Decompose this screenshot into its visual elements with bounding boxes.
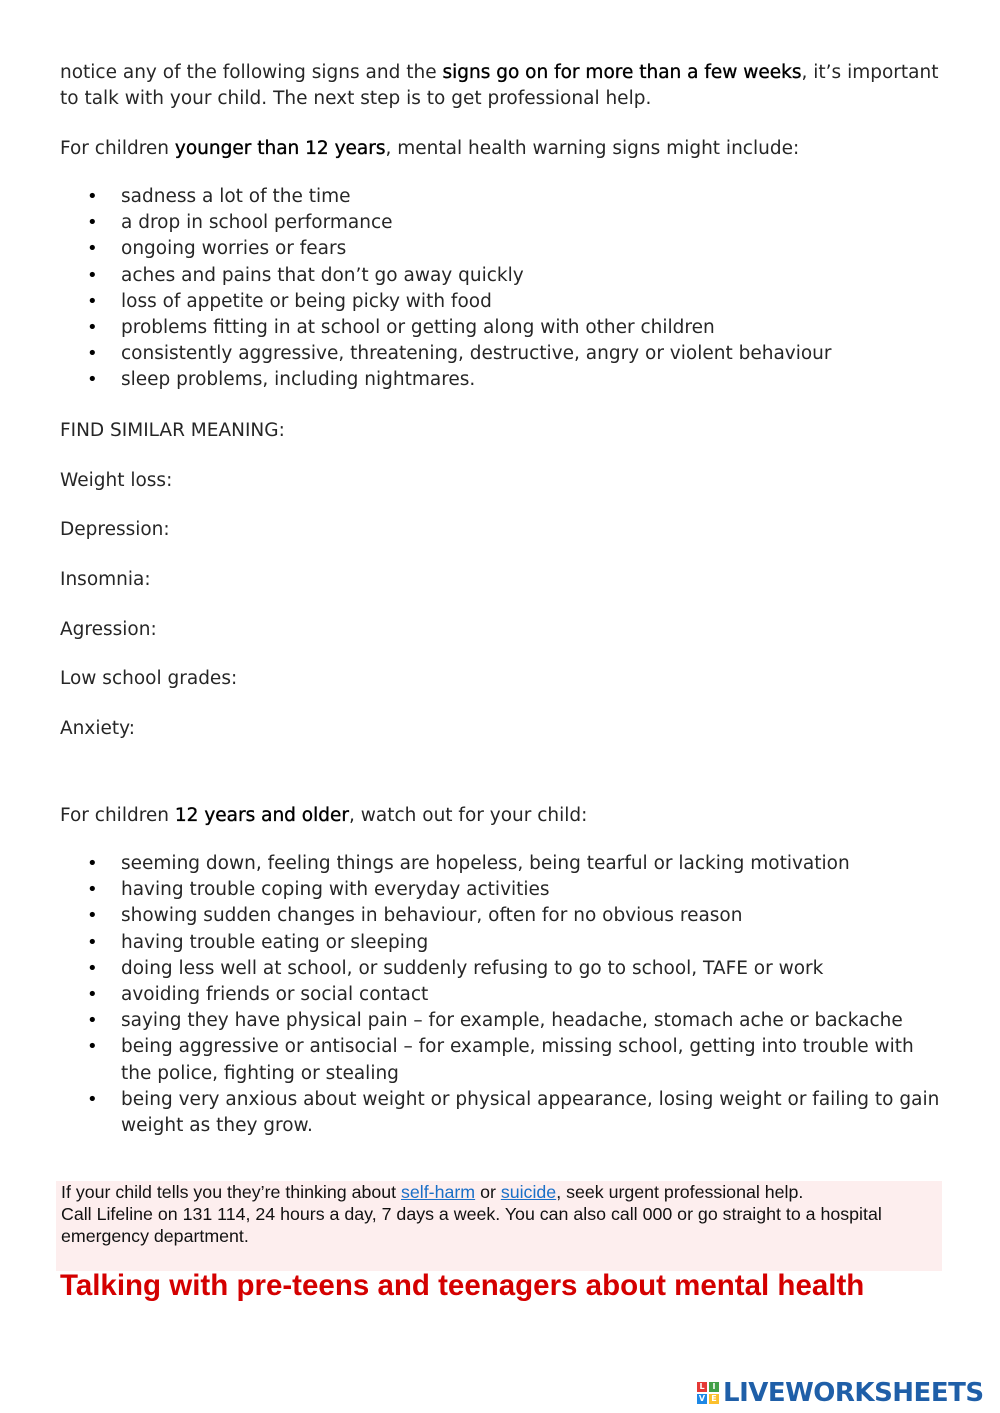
callout-line-1: If your child tells you they’re thinking about self-harm or suicide, seek urgent professional help. (61, 1182, 804, 1202)
vocab-prompt: Agression: (60, 618, 157, 640)
list-item: • consistently aggressive, threatening, destructive, angry or violent behaviour (60, 341, 940, 367)
list-item: • problems fitting in at school or getting along with other children (60, 315, 940, 341)
list-item: • seeming down, feeling things are hopeless, being tearful or lacking motivation (60, 851, 940, 877)
older-children-section (60, 803, 940, 1139)
logo-tile: I (709, 1382, 719, 1392)
list-item: • doing less well at school, or suddenly refusing to go to school, TAFE or work (60, 956, 940, 982)
logo-tile: E (709, 1394, 719, 1404)
list-item: • a drop in school performance (60, 210, 940, 236)
logo-tile: V (698, 1394, 706, 1403)
brand-name: LIVEWORKSHEETS (723, 1378, 984, 1408)
find-similar-meaning-title: FIND SIMILAR MEANING: (60, 419, 285, 441)
self-harm-link[interactable]: self-harm (401, 1182, 476, 1202)
list-item: • being aggressive or antisocial – for example, missing school, getting into trouble with the police, fighting or stealing (60, 1034, 940, 1086)
logo-tile: L (697, 1382, 707, 1392)
younger-signs-list (60, 184, 940, 394)
callout-line-2: Call Lifeline on 131 114, 24 hours a day, 7 days a week. You can also call 000 or go straight to a hospital emergency department. (61, 1204, 882, 1246)
list-item: • having trouble eating or sleeping (60, 930, 940, 956)
younger-children-intro: For children younger than 12 years, mental health warning signs might include: (60, 138, 800, 159)
list-item: • aches and pains that don’t go away quickly (60, 263, 940, 289)
list-item: • sleep problems, including nightmares. (60, 367, 940, 393)
list-item: • having trouble coping with everyday activities (60, 877, 940, 903)
liveworksheets-icon (697, 1382, 719, 1404)
vocab-prompt: Depression: (60, 519, 170, 541)
vocab-prompt: Weight loss: (60, 469, 173, 491)
vocabulary-exercise (60, 468, 940, 742)
liveworksheets-logo (697, 1378, 984, 1408)
urgent-help-callout (56, 1181, 942, 1271)
vocab-prompt: Low school grades: (60, 668, 238, 690)
vocab-prompt: Anxiety: (60, 718, 135, 740)
list-item: • loss of appetite or being picky with food (60, 289, 940, 315)
list-item: • avoiding friends or social contact (60, 982, 940, 1008)
list-item: • showing sudden changes in behaviour, often for no obvious reason (60, 903, 940, 929)
document-body (60, 60, 940, 1139)
section-heading: Talking with pre-teens and teenagers about mental health (60, 1269, 865, 1302)
list-item: • ongoing worries or fears (60, 236, 940, 262)
list-item: • saying they have physical pain – for example, headache, stomach ache or backache (60, 1008, 940, 1034)
vocab-prompt: Insomnia: (60, 569, 151, 590)
suicide-link[interactable]: suicide (500, 1182, 557, 1202)
older-signs-list (60, 851, 940, 1139)
list-item: • being very anxious about weight or physical appearance, losing weight or failing to gain weight as they grow. (60, 1087, 940, 1139)
older-children-intro: For children 12 years and older, watch out for your child: (60, 805, 588, 827)
list-item: • sadness a lot of the time (60, 184, 940, 210)
intro-paragraph: notice any of the following signs and the signs go on for more than a few weeks, it’s important to talk with your child. The next step is to get professional help. (60, 62, 939, 109)
